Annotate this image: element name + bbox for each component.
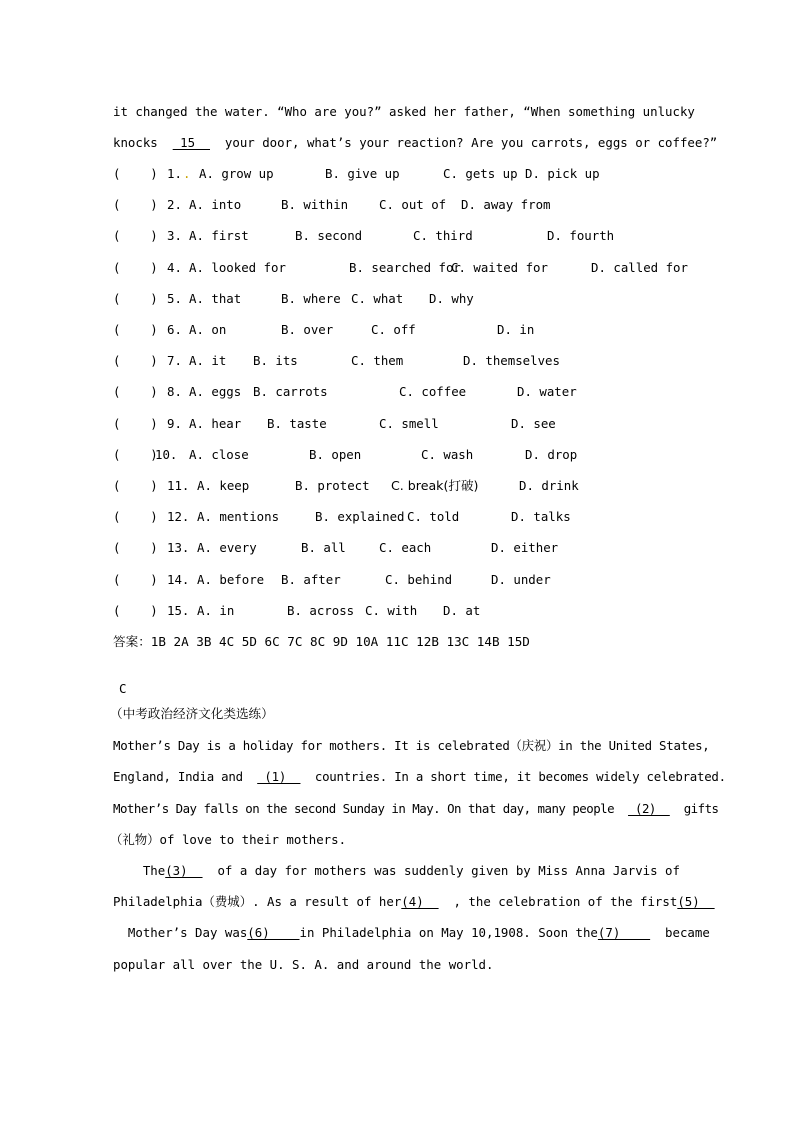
passage-text: your door, what’s your reaction? Are you carrots, eggs or coffee?” [210,135,718,150]
option-b: B. within [281,197,349,213]
option-c: C. waited for [451,259,548,275]
para2-line-3 [113,925,710,941]
para1-line-4: （礼物）of love to their mothers. [110,832,347,847]
para-text: England, India and [113,769,258,784]
para2-line-1 [113,863,694,879]
option-b: B. give up [325,166,400,181]
para-text: Mother’s Day falls on the second Sunday in May. On that day, many people [113,801,629,816]
option-b: B. searched for [349,259,461,275]
question-number: 11. [167,478,190,493]
question-number: 12. [167,509,190,525]
question-row [113,572,694,588]
passage-line-2 [113,135,718,151]
para2-line-4: popular all over the U. S. A. and around the world. [113,957,494,972]
option-c: C. off [371,322,416,337]
option-d: D. drop [525,446,578,462]
option-c: C. break(打破) [391,478,479,493]
answer-paren: ( ) [113,259,158,275]
question-row [113,478,694,494]
blank-3: (3) [165,863,203,878]
option-c: C. smell [379,415,439,431]
option-a: A. every [197,540,257,556]
option-d: D. under [491,571,551,587]
option-b: B. its [253,353,298,369]
question-row [113,322,694,338]
blank-4: (4) [401,894,439,909]
option-a: A. mentions [197,509,280,525]
question-row [113,447,694,463]
option-b: B. over [281,322,334,337]
option-c: C. with [365,602,418,618]
question-row [113,197,694,213]
question-row [113,384,694,400]
option-a: A. it [189,353,227,369]
para-text: gifts [669,801,719,816]
option-d: D. called for [591,259,688,275]
option-c: C. behind [385,571,453,587]
option-a: A. keep [197,478,250,493]
answer-paren: ( ) [113,446,158,462]
para1-line-1: Mother’s Day is a holiday for mothers. It is celebrated（庆祝）in the United States, [113,738,710,753]
option-b: B. protect [295,478,370,493]
passage-line-1: it changed the water. “Who are you?” asked her father, “When something unlucky [113,104,695,119]
question-row [113,291,694,307]
option-d: D. talks [511,509,571,525]
para-text: countries. In a short time, it becomes widely celebrated. [300,769,726,784]
question-number: 5. [167,290,182,306]
option-c: C. coffee [399,384,467,400]
blank-15: 15 [172,135,210,150]
option-c: C. wash [421,446,474,462]
para-text: became [650,925,710,940]
question-number: 10. [155,446,178,462]
para1-line-2 [113,769,726,785]
question-number: 14. [167,571,190,587]
option-b: B. explained [315,509,405,525]
option-b: B. open [309,446,362,462]
option-d: D. in [497,322,535,337]
question-row [113,166,694,182]
option-d: D. fourth [547,228,615,244]
question-number: 6. [167,322,182,337]
option-a: A. into [189,197,242,213]
answer-key: 答案：1B 2A 3B 4C 5D 6C 7C 8C 9D 10A 11C 12B 13C 14B 15D [113,634,530,649]
option-d: D. why [429,290,474,306]
answer-paren: ( ) [113,166,158,181]
option-a: A. eggs [189,384,242,400]
question-row [113,260,694,276]
para-text: in Philadelphia on May 10,1908. Soon the [299,925,598,940]
option-d: D. either [491,540,559,556]
passage-text: knocks [113,135,173,150]
answer-paren: ( ) [113,478,158,493]
option-a: A. in [197,602,235,618]
answer-paren: ( ) [113,228,158,244]
marker-dot: . [183,166,191,181]
para-text: , the celebration of the first [438,894,678,909]
blank-2: (2) [628,801,670,816]
section-letter: C [119,681,127,696]
answer-paren: ( ) [113,602,158,618]
option-d: D. water [517,384,577,400]
answer-paren: ( ) [113,290,158,306]
option-c: C. third [413,228,473,244]
question-number: 7. [167,353,182,369]
option-b: B. all [301,540,346,556]
blank-7: (7) [597,925,651,940]
answer-paren: ( ) [113,509,158,525]
option-a: A. close [189,446,249,462]
question-number: 4. [167,259,182,275]
blank-1: (1) [257,769,301,784]
option-d: D. away from [461,197,551,213]
option-d: D. see [511,415,556,431]
question-number: 2. [167,197,182,213]
option-a: A. on [189,322,227,337]
option-a: A. first [189,228,249,244]
question-row [113,228,694,244]
option-c: C. each [379,540,432,556]
option-d: D. themselves [463,353,560,369]
option-b: B. carrots [253,384,328,400]
option-a: A. grow up [199,166,274,181]
option-b: B. where [281,290,341,306]
option-b: B. after [281,571,341,587]
answer-paren: ( ) [113,384,158,400]
question-number: 1. [167,166,182,181]
para-text: Philadelphia（费城）. As a result of her [113,894,402,909]
option-a: A. looked for [189,259,286,275]
option-a: A. before [197,571,265,587]
option-c: C. them [351,353,404,369]
question-row [113,353,694,369]
option-d: D. drink [519,478,579,493]
para-text: Mother’s Day was [113,925,248,940]
answer-paren: ( ) [113,353,158,369]
blank-6: (6) [247,925,300,940]
para-text: The [113,863,166,878]
question-number: 3. [167,228,182,244]
option-a: A. hear [189,415,242,431]
answer-paren: ( ) [113,540,158,556]
question-number: 13. [167,540,190,556]
option-c: C. told [407,509,460,525]
section-subtitle: （中考政治经济文化类选练） [110,706,274,721]
question-row [113,603,694,619]
answer-paren: ( ) [113,197,158,213]
question-number: 8. [167,384,182,400]
option-b: B. across [287,602,355,618]
para1-line-3 [113,801,719,817]
option-b: B. taste [267,415,327,431]
option-c: C. gets up [443,166,518,181]
question-row [113,416,694,432]
answer-paren: ( ) [113,322,158,337]
option-d: D. at [443,602,481,618]
option-d: D. pick up [525,166,600,181]
option-a: A. that [189,290,242,306]
blank-5: (5) [677,894,715,909]
option-c: C. what [351,290,404,306]
para2-line-2 [113,894,715,910]
question-row [113,509,694,525]
answer-paren: ( ) [113,415,158,431]
question-number: 15. [167,602,190,618]
question-number: 9. [167,415,182,431]
question-row [113,540,694,556]
answer-paren: ( ) [113,571,158,587]
para-text: of a day for mothers was suddenly given by Miss Anna Jarvis of [202,863,680,878]
option-c: C. out of [379,197,447,213]
option-b: B. second [295,228,363,244]
